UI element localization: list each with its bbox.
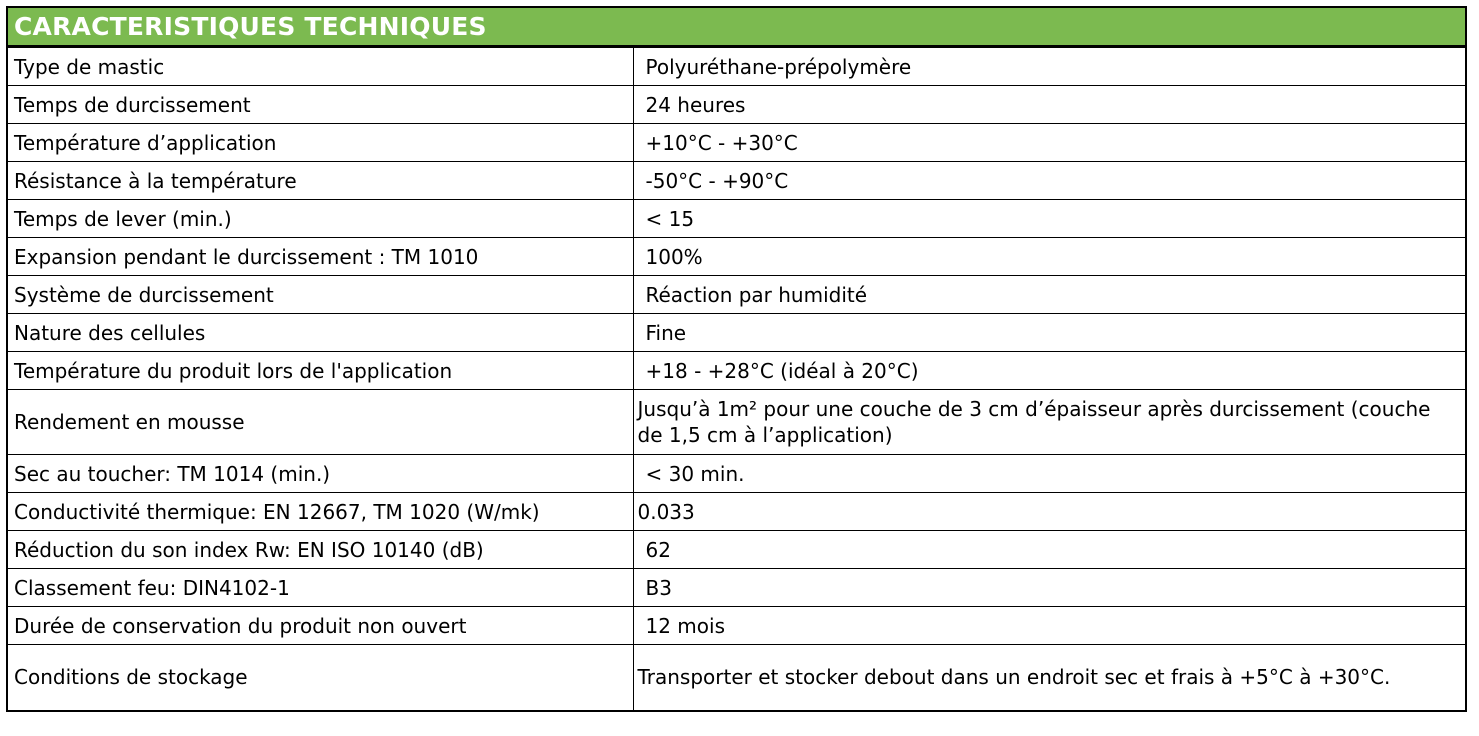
table-row [8,455,1465,493]
spec-value: B3 [633,569,1465,607]
spec-value: 0.033 [633,493,1465,531]
section-title: CARACTERISTIQUES TECHNIQUES [8,8,1465,47]
spec-value: Transporter et stocker debout dans un endroit sec et frais à +5°C à +30°C. [633,645,1465,710]
spec-value: 62 [633,531,1465,569]
spec-value: 24 heures [633,86,1465,124]
table-row [8,200,1465,238]
spec-label: Résistance à la température [8,162,633,200]
table-row [8,390,1465,455]
spec-value: -50°C - +90°C [633,162,1465,200]
spec-label: Temps de lever (min.) [8,200,633,238]
spec-value: 100% [633,238,1465,276]
spec-label: Température d’application [8,124,633,162]
spec-label: Rendement en mousse [8,390,633,455]
spec-value: +18 - +28°C (idéal à 20°C) [633,352,1465,390]
spec-label: Conductivité thermique: EN 12667, TM 1020 (W/mk) [8,493,633,531]
table-row [8,276,1465,314]
spec-label: Nature des cellules [8,314,633,352]
table-row [8,352,1465,390]
specs-table [8,47,1465,710]
table-row [8,162,1465,200]
spec-value: Polyuréthane-prépolymère [633,48,1465,86]
spec-label: Conditions de stockage [8,645,633,710]
table-row [8,645,1465,710]
table-row [8,607,1465,645]
table-row [8,48,1465,86]
spec-value: < 15 [633,200,1465,238]
spec-label: Température du produit lors de l'application [8,352,633,390]
spec-label: Réduction du son index Rw: EN ISO 10140 (dB) [8,531,633,569]
table-row [8,238,1465,276]
table-row [8,314,1465,352]
spec-value: Fine [633,314,1465,352]
table-row [8,86,1465,124]
spec-value: < 30 min. [633,455,1465,493]
spec-label: Classement feu: DIN4102-1 [8,569,633,607]
table-row [8,531,1465,569]
spec-value: +10°C - +30°C [633,124,1465,162]
table-row [8,569,1465,607]
specs-sheet [6,6,1467,712]
spec-value: Réaction par humidité [633,276,1465,314]
spec-label: Système de durcissement [8,276,633,314]
spec-label: Durée de conservation du produit non ouvert [8,607,633,645]
spec-value: 12 mois [633,607,1465,645]
spec-label: Type de mastic [8,48,633,86]
spec-label: Temps de durcissement [8,86,633,124]
spec-label: Sec au toucher: TM 1014 (min.) [8,455,633,493]
spec-value: Jusqu’à 1m² pour une couche de 3 cm d’épaisseur après durcissement (couche de 1,5 cm à l’application) [633,390,1465,455]
table-row [8,493,1465,531]
table-row [8,124,1465,162]
spec-label: Expansion pendant le durcissement : TM 1010 [8,238,633,276]
